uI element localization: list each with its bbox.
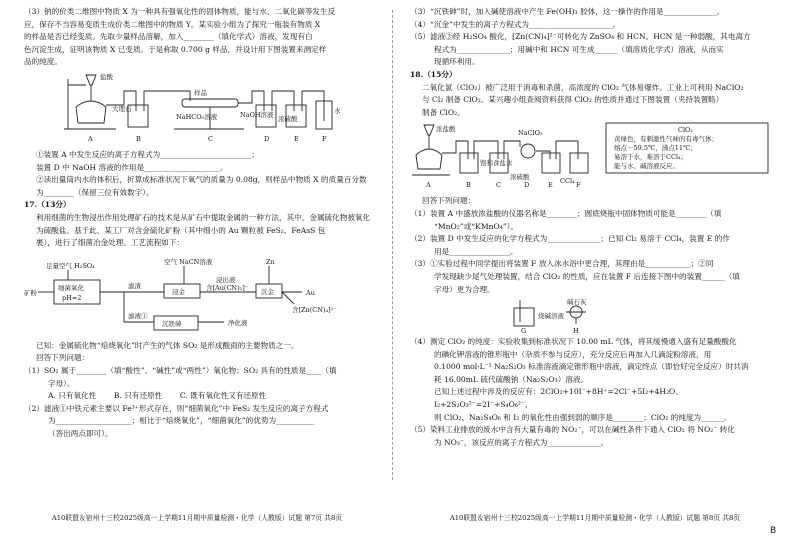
label-naclo2: NaClO₂: [518, 129, 543, 138]
letter-b: B: [136, 134, 141, 143]
clo2-prop: 能与水、碱溶液反应。: [614, 162, 679, 171]
label-au: Au: [306, 288, 315, 297]
right-column: [410, 6, 775, 449]
text-line: 字母）。: [48, 378, 75, 388]
letter-a: A: [88, 134, 93, 143]
q17-parts-3-5: [410, 6, 775, 69]
page-footer-left: A10联盟＆宿州十三校2025级高一上学期11月期中质量检测・化学（人教版）试题 第7页 共8页: [51, 514, 343, 522]
process-flow-diagram: [24, 252, 364, 338]
page-footer-right: A10联盟＆宿州十三校2025级高一上学期11月期中质量检测・化学（人教版）试题 第8页 共8页: [449, 514, 741, 522]
text-line: 学发现缺少尾气处理装置，结合 ClO₂ 的性质，应在装置 F 后连接下图中的装置______（填: [434, 271, 740, 281]
text-line: 与 Cl₂ 制备 ClO₂。某兴趣小组查阅资料获得 ClO₂ 的性质并通过下图装置（夹持装置略）: [422, 95, 724, 105]
q17-intro: [24, 212, 389, 250]
text-line: 利用细菌的生物浸出作用处理矿石的技术是从矿石中提取金属的一种方法，其中，金属硫化物被氧化: [36, 212, 371, 222]
label-conc-h2so4: 浓硫酸: [278, 114, 298, 123]
label-marble: 大理石: [112, 104, 132, 113]
text-line: 的碘化钾溶液的锥形瓶中（杂质不参与反应），充分反应后再加入几滴淀粉溶液，用: [434, 349, 712, 359]
text-line: 二氧化氯（ClO₂）被广泛用于消毒和杀菌，高浓度的 ClO₂ 气体易爆炸。工业上可利用 NaClO₂: [422, 82, 744, 92]
text-line: （3）钠的价类二维图中物质 X 为一种具有强氧化性的固体物质，能与水、二氧化碳等发生反: [24, 7, 336, 16]
letter-a: A: [426, 181, 431, 190]
text-line: （1）SO₂ 属于________（填“酸性”、“碱性”或“两性”）氧化物；SO₂ 具有的性质是____（填: [24, 365, 337, 375]
label-bacterial-oxidation: 细菌氧化: [58, 283, 84, 292]
q17-part2: [24, 403, 389, 441]
left-column: [24, 6, 389, 440]
text-line: 装置 D 中 NaOH 溶液的作用是____________________。: [36, 162, 228, 172]
text-line: 裹），进行了细菌冶金处理。工艺流程如下：: [36, 238, 185, 248]
text-line: 的样品是否已经变质。先取少量样品溶解，加入________（填化学式）溶液，发现有白: [24, 32, 313, 42]
answer-lead: 回答下列问题：: [422, 196, 476, 206]
label-iron-arsenic-precip: 沉铁砷: [162, 319, 182, 328]
letter-e: E: [548, 181, 553, 190]
text-line: （5）滤液②经 H₂SO₄ 酸化，[Zn(CN)₄]²⁻可转化为 ZnSO₄ 和 HCN。HCN 是一种弱酸，其电离方: [410, 32, 751, 42]
label-conc-sulfuric: 浓硫酸: [510, 173, 530, 182]
text-line: ①装置 A 中发生反应的离子方程式为________________________；: [36, 149, 259, 159]
letter-f: F: [576, 181, 581, 190]
clo2-prop: 熔点－59.5℃，沸点11℃；: [614, 144, 697, 153]
q3-subquestions: [24, 149, 389, 199]
letter-d: D: [524, 181, 530, 190]
label-saturated-brine: 饱和食盐水: [480, 159, 513, 168]
question-18-heading: 18.（15分）: [410, 69, 457, 79]
label-conc-hcl: 浓盐酸: [436, 125, 456, 134]
q17-part1: [24, 365, 389, 403]
q17-known: [24, 340, 389, 365]
option-c: C. 既有氧化性又有还原性: [179, 391, 267, 401]
label-zn-cyanide: 含[Zn(CN)₄]²⁻: [292, 305, 337, 314]
label-naoh: NaOH溶液: [240, 110, 274, 119]
letter-d: D: [264, 134, 270, 143]
text-line: （2）装置 D 中发生反应的化学方程式为______________；已知 Cl₂ 易溶于 CCl₄，装置 E 的作: [410, 234, 730, 244]
text-line: 现循环利用。: [434, 57, 480, 67]
text-line: 用是________________。: [434, 246, 518, 256]
text-line: （4）测定 ClO₂ 的纯度：实验收集到标准状况下 10.00 mL 气体，将其缓慢通入盛有足量酸酸化: [410, 337, 737, 347]
label-ph: pH=2: [62, 293, 82, 302]
label-zn: Zn: [266, 257, 275, 266]
apparatus-figure-2: [410, 121, 775, 193]
letter-c: C: [496, 181, 501, 190]
letter-h: H: [573, 327, 579, 335]
label-ore-powder: 矿粉: [24, 288, 37, 297]
q3-paragraph: [24, 6, 389, 69]
text-line: 则 ClO₂、Na₂S₄O₆ 和 I₂ 的氧化性由强到弱的顺序是________；ClO₂ 的纯度为______。: [434, 412, 732, 422]
label-air-nacn: 空气 NaCN溶液: [164, 257, 213, 266]
text-line: （5）染料工业排放的废水中含有大量有毒的 NO₂⁻，可以在碱性条件下通入 ClO₂ 将 NO₂⁻ 转化: [410, 425, 735, 435]
text-line: 耗 16.00mL 硫代硫酸钠（Na₂S₂O₃）溶液。: [434, 374, 589, 384]
clo2-prop: 黄绿色，有刺激性气味的有毒气体；: [614, 135, 718, 144]
text-line: 0.1000 mol·L⁻¹ Na₂S₂O₃ 标准溶液滴定锥形瓶中溶液，滴定终点（即恰好完全反应）时共消: [434, 362, 749, 372]
option-a: A. 只有氧化性: [48, 391, 97, 401]
text-line: （1）装置 A 中盛放浓盐酸的仪器名称是________；圆底烧瓶中固体物质可能是________（填: [410, 208, 722, 218]
label-gold-precipitation: 沉金: [261, 287, 274, 296]
clo2-prop: 易溶于水，难溶于CCl₄；: [614, 153, 688, 162]
label-filtrate-1: 滤液①: [128, 311, 148, 320]
text-line: 色沉淀生成，证明该物质 X 已变质。于是称取 0.700 g 样品，并设计用下图装置来测定样: [24, 44, 327, 54]
text-line: 品的纯度。: [24, 57, 62, 67]
q18-parts-4-5: [410, 336, 775, 449]
apparatus-figure-3: [410, 298, 775, 334]
text-line: （4）“沉金”中发生的离子方程式为______________________。: [410, 19, 621, 29]
text-line: （2）滤液①中铁元素主要以 Fe³⁺形式存在，则“细菌氧化”中 FeS₂ 发生反应的离子方程式: [24, 403, 329, 413]
letter-c: C: [208, 134, 213, 143]
text-line: 应，保存不当容易变质生成价类二维图中的物质 Y。某实验小组为了探究一瓶装有物质 X: [24, 19, 321, 29]
text-line: 为硫酸盐。基于此，某工厂对含金硫化矿粉（其中细小的 Au 颗粒被 FeS₂、FeAsS 包: [36, 225, 326, 235]
column-divider: [392, 10, 394, 480]
text-line: 制备 ClO₂。: [422, 107, 465, 117]
text-line: ②读出量筒内水的体积后，折算成标准状况下氧气的质量为 0.08g，则样品中物质 X 的质量百分数: [36, 175, 367, 185]
label-gold-leaching: 浸金: [172, 287, 185, 296]
label-air-acid: 足量空气 H₂SO₄: [46, 261, 95, 270]
option-b: B. 只有还原性: [113, 391, 163, 401]
version-mark: B: [770, 526, 777, 536]
text-line: 回答下列问题：: [36, 353, 90, 363]
text-line: 字母）更为合理。: [434, 284, 495, 294]
text-line: 已知上述过程中涉及的反应有：2ClO₂+10I⁻+8H⁺=2Cl⁻+5I₂+4H₂O、I₂+2S₂O₃²⁻=2I⁻+S₄O₆²⁻，: [434, 387, 683, 410]
q18-intro: [410, 82, 775, 120]
letter-b: B: [466, 181, 471, 190]
label-filter-residue: 滤渣: [128, 281, 141, 290]
clo2-box-title: ClO₂: [678, 126, 693, 135]
label-nahco3: NaHCO₃溶液: [176, 112, 218, 121]
question-17-heading: 17.（13分）: [24, 200, 71, 210]
text-line: 为____________________；相比于“焙烧氧化”，“细菌氧化”的优势为__________: [48, 416, 315, 426]
q18-parts-1-3: [410, 208, 775, 296]
text-line: （3）“沉铁砷”时，加入碱使溶液中产生 Fe(OH)₃ 胶体，这一操作的作用是______________。: [410, 7, 725, 16]
label-water: 水: [334, 106, 341, 115]
letter-e: E: [294, 134, 299, 143]
label-au-cyanide: 含[Au(CN)₂]⁻: [206, 283, 249, 292]
label-leachate: 浸出液: [216, 275, 236, 284]
label-ccl4: CCl₄: [560, 177, 575, 186]
label-purified-liquid: 净化液: [228, 318, 248, 327]
text-line: 为 NO₃⁻，该反应的离子方程式为______________。: [434, 437, 609, 447]
text-line: （3）①实验过程中同学提出将装置 F 放入冰水浴中更合理，其理由是____________；②同: [410, 259, 714, 269]
text-line: “MnO₂”或“KMnO₄”）。: [434, 221, 519, 231]
text-line: （答出两点即可）。: [48, 428, 113, 438]
label-caustic-soda: 烧碱溶液: [538, 312, 564, 321]
letter-f: F: [322, 134, 327, 143]
label-hydrochloric-acid: 盐酸: [100, 72, 113, 81]
label-sample: 样品: [194, 88, 207, 97]
options-line: [24, 390, 389, 403]
text-line: 已知：金属硫化物“焙烧氧化”时产生的气体 SO₂ 是形成酸雨的主要物质之一。: [36, 340, 299, 350]
text-line: 为________（保留三位有效数字）。: [36, 187, 154, 197]
letter-g: G: [521, 327, 527, 335]
label-soda-lime: 碱石灰: [567, 298, 587, 307]
apparatus-figure-1: [24, 71, 364, 147]
text-line: 程式为______________；用碱中和 HCN 可生成______（填溶质化学式）溶液，从而实: [434, 44, 724, 54]
